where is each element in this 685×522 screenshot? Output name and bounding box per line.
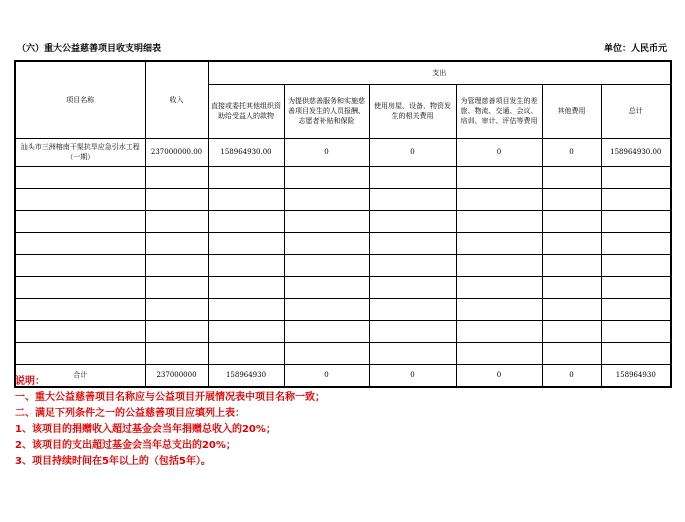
row-value: 0	[284, 138, 369, 166]
header-col-direct-aid: 直接或委托其他组织资助给受益人的款物	[208, 84, 284, 138]
row-income: 237000000.00	[145, 138, 208, 166]
table-row	[15, 188, 671, 210]
row-value: 158964930.00	[601, 138, 671, 166]
table-row	[15, 138, 671, 166]
notes-heading: 说明：	[15, 376, 45, 387]
table-row	[15, 166, 671, 188]
row-project-name: 汕头市三洲榕南干渠抗旱应急引水工程（一期）	[15, 138, 145, 166]
total-value: 158964930	[601, 364, 671, 387]
header-project-name: 项目名称	[15, 61, 145, 138]
row-value: 0	[369, 138, 456, 166]
note-line: 3、项目持续时间在5年以上的（包括5年）。	[15, 456, 211, 467]
note-line: 一、重大公益慈善项目名称应与公益项目开展情况表中项目名称一致；	[15, 392, 325, 403]
total-value: 0	[369, 364, 456, 387]
header-col-total: 总计	[601, 84, 671, 138]
header-col-facility: 使用房屋、设备、物资发生的相关费用	[369, 84, 456, 138]
table-title: （六）重大公益慈善项目收支明细表	[17, 44, 162, 54]
header-col-personnel: 为提供慈善服务和实施慈善项目发生的人员报酬、志愿者补贴和保险	[284, 84, 369, 138]
table-row	[15, 210, 671, 232]
header-col-other: 其他费用	[542, 84, 601, 138]
total-value: 0	[456, 364, 542, 387]
header-expenditure: 支出	[208, 61, 671, 84]
row-value: 158964930.00	[208, 138, 284, 166]
note-line: 1、该项目的捐赠收入超过基金会当年捐赠总收入的20%；	[15, 424, 276, 435]
currency-unit: 单位：人民币元	[603, 44, 667, 54]
header-income: 收入	[145, 61, 208, 138]
table-row	[15, 298, 671, 320]
total-value: 158964930	[208, 364, 284, 387]
row-value: 0	[456, 138, 542, 166]
total-value: 0	[542, 364, 601, 387]
table-row	[15, 276, 671, 298]
notes	[15, 374, 325, 470]
table-row	[15, 254, 671, 276]
table-row	[15, 232, 671, 254]
table-row	[15, 320, 671, 342]
table-row	[15, 342, 671, 364]
note-line: 二、满足下列条件之一的公益慈善项目应填列上表：	[15, 408, 245, 419]
total-label: 合计	[15, 364, 145, 387]
header-col-management: 为管理慈善项目发生的差旅、物流、交通、会议、培训、审计、评估等费用	[456, 84, 542, 138]
note-line: 2、该项目的支出超过基金会当年总支出的20%；	[15, 440, 236, 451]
total-income: 237000000	[145, 364, 208, 387]
row-value: 0	[542, 138, 601, 166]
total-value: 0	[284, 364, 369, 387]
expenditure-table	[14, 60, 672, 388]
